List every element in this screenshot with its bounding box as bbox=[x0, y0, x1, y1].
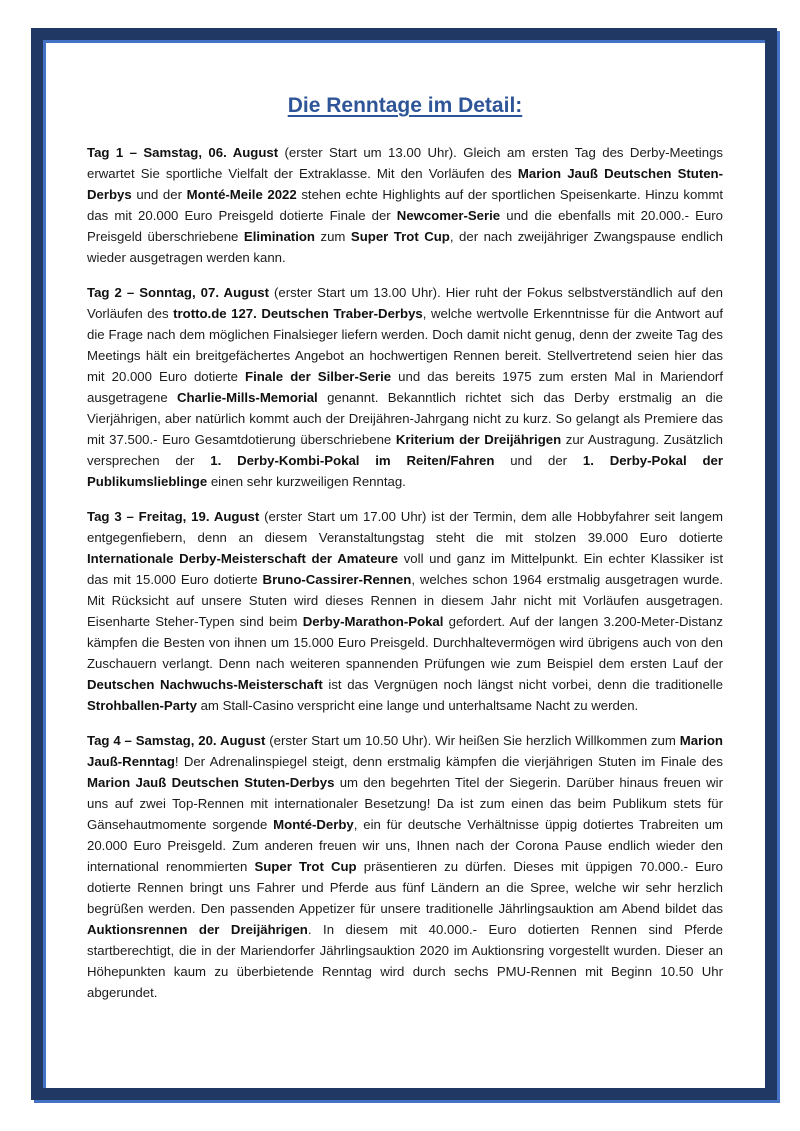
bold-text-segment: Derby-Marathon-Pokal bbox=[302, 614, 444, 629]
text-segment: und die ebenfalls mit 20.000.- Euro Preisgeld überschriebene bbox=[87, 208, 723, 244]
text-segment: genannt. Bekanntlich richtet sich das Derby erstmalig an die Vierjährigen, aber natürlich kommt auch der Dreijähren-Jahrgang nicht zu kurz. So gelangt als Premiere das mit 37.500.- Euro Gesamtdotierung überschriebene bbox=[87, 390, 723, 447]
text-segment: ! Der Adrenalinspiegel steigt, denn erstmalig kämpfen die vierjährigen Stuten im Finale des bbox=[174, 754, 723, 769]
text-segment: , welches schon 1964 erstmalig ausgetragen wurde. Mit Rücksicht auf unsere Stuten wird dieses Rennen in diesem Jahr nicht mit Vorläufen ausgetragen. Eisenharte Steher-Typen sind beim bbox=[87, 572, 723, 629]
text-segment: zum bbox=[314, 229, 351, 244]
bold-text-segment: Super Trot Cup bbox=[350, 229, 450, 244]
bold-text-segment: Auktionsrennen der Dreijährigen bbox=[87, 922, 308, 937]
text-segment: am Stall-Casino verspricht eine lange und unterhaltsame Nacht zu werden. bbox=[196, 698, 639, 713]
text-segment: einen sehr kurzweiligen Renntag. bbox=[207, 474, 406, 489]
text-segment: . In diesem mit 40.000.- Euro dotierten Rennen sind Pferde startberechtigt, die in der Mariendorfer Jährlingsauktion 2020 im Auktionsring vorgestellt wurden. Dieser an Höhepunkten kaum zu überbietende Renntag wird durch sechs PMU-Rennen mit Beginn 10.50 Uhr abgerundet. bbox=[87, 922, 723, 1000]
text-segment: stehen echte Highlights auf der sportlichen Speisenkarte. Hinzu kommt das mit 20.000 Euro Preisgeld dotierte Finale der bbox=[87, 187, 723, 223]
text-segment: , der nach zweijähriger Zwangspause endlich wieder ausgetragen werden kann. bbox=[87, 229, 723, 265]
bold-text-segment: Monté-Meile 2022 bbox=[186, 187, 297, 202]
bold-text-segment: Kriterium der Dreijährigen bbox=[395, 432, 562, 447]
document-content bbox=[43, 40, 765, 1088]
bold-text-segment: Bruno-Cassirer-Rennen bbox=[262, 572, 412, 587]
bold-text-segment: 1. Derby-Kombi-Pokal im Reiten/Fahren bbox=[210, 453, 495, 468]
bold-text-segment: trotto.de 127. Deutschen Traber-Derbys bbox=[173, 306, 423, 321]
paragraph-tag-4 bbox=[87, 730, 723, 1003]
bold-text-segment: Marion Jauß-Renntag bbox=[87, 733, 723, 769]
paragraph-tag-3 bbox=[87, 506, 723, 716]
bold-text-segment: Super Trot Cup bbox=[254, 859, 357, 874]
bold-text-segment: Monté-Derby bbox=[273, 817, 354, 832]
text-segment: gefordert. Auf der langen 3.200-Meter-Distanz kämpfen die Besten von ihnen um 15.000 Euro Preisgeld. Durchhaltevermögen wird übrigens auch von den Zuschauern verlangt. Denn nach weiteren spannenden Prüfungen wie zum Beispiel dem ersten Lauf der bbox=[87, 614, 723, 671]
text-segment: präsentieren zu dürfen. Dieses mit üppigen 70.000.- Euro dotierte Rennen bringt uns Fahrer und Pferde aus fünf Ländern an die Spree, welche wir sehr herzlich begrüßen werden. Den passenden Appetizer für unsere traditionelle Jährlingsauktion am Abend bildet das bbox=[87, 859, 723, 916]
text-segment: voll und ganz im Mittelpunkt. Ein echter Klassiker ist das mit 15.000 Euro dotierte bbox=[87, 551, 724, 587]
text-segment: zur Austragung. Zusätzlich versprechen der bbox=[87, 432, 724, 468]
paragraph-tag-1 bbox=[87, 142, 723, 268]
text-segment: und der bbox=[494, 453, 583, 468]
bold-text-segment: Tag 2 – Sonntag, 07. August bbox=[87, 285, 269, 300]
bold-text-segment: Tag 4 – Samstag, 20. August bbox=[87, 733, 266, 748]
bold-text-segment: Deutschen Nachwuchs-Meisterschaft bbox=[87, 677, 323, 692]
text-segment: und das bereits 1975 zum ersten Mal in Mariendorf ausgetragene bbox=[87, 369, 723, 405]
bold-text-segment: Tag 3 – Freitag, 19. August bbox=[87, 509, 260, 524]
text-segment: (erster Start um 13.00 Uhr). Gleich am ersten Tag des Derby-Meetings erwartet Sie sportliche Vielfalt der Extraklasse. Mit den Vorläufen des bbox=[87, 145, 724, 181]
paragraph-tag-2 bbox=[87, 282, 723, 492]
text-segment: ist das Vergnügen noch längst nicht vorbei, denn die traditionelle bbox=[322, 677, 723, 692]
text-segment: (erster Start um 17.00 Uhr) ist der Termin, dem alle Hobbyfahrer seit langem entgegenfiebern, denn an diesem Veranstaltungstag steht die mit stolzen 39.000 Euro dotierte bbox=[87, 509, 724, 545]
bold-text-segment: Marion Jauß Deutschen Stuten-Derbys bbox=[87, 166, 723, 202]
bold-text-segment: Marion Jauß Deutschen Stuten-Derbys bbox=[87, 775, 335, 790]
page-title: Die Renntage im Detail: bbox=[287, 94, 523, 117]
bold-text-segment: Newcomer-Serie bbox=[396, 208, 501, 223]
bold-text-segment: Internationale Derby-Meisterschaft der Amateure bbox=[87, 551, 399, 566]
bold-text-segment: 1. Derby-Pokal der Publikumslieblinge bbox=[87, 453, 723, 489]
text-segment: um den begehrten Titel der Siegerin. Darüber hinaus freuen wir uns auf zwei Top-Rennen mit internationaler Besetzung! Da ist zum einen das beim Publikum stets für Gänsehautmomente sorgende bbox=[87, 775, 723, 832]
document-border-frame bbox=[31, 28, 777, 1100]
bold-text-segment: Charlie-Mills-Memorial bbox=[177, 390, 318, 405]
text-segment: (erster Start um 10.50 Uhr). Wir heißen Sie herzlich Willkommen zum bbox=[265, 733, 680, 748]
text-segment: , welche wertvolle Erkenntnisse für die Antwort auf die Frage nach dem möglichen Finalsieger liefern werden. Doch damit nicht genug, denn der zweite Tag des Meetings hält ein breitgefächertes Angebot an hochwertigen Rennen bereit. Stellvertretend seien hier das mit 20.000 Euro dotierte bbox=[87, 306, 723, 384]
bold-text-segment: Finale der Silber-Serie bbox=[245, 369, 392, 384]
bold-text-segment: Strohballen-Party bbox=[87, 698, 197, 713]
text-segment: und der bbox=[131, 187, 187, 202]
text-segment: , ein für deutsche Verhältnisse üppig dotiertes Trabreiten um 20.000 Euro Preisgeld. Zum anderen freuen wir uns, Ihnen nach der Corona Pause endlich wieder den international renommierten bbox=[87, 817, 723, 874]
text-segment: (erster Start um 13.00 Uhr). Hier ruht der Fokus selbstverständlich auf den Vorläufen des bbox=[87, 285, 723, 321]
bold-text-segment: Elimination bbox=[243, 229, 315, 244]
bold-text-segment: Tag 1 – Samstag, 06. August bbox=[87, 145, 279, 160]
